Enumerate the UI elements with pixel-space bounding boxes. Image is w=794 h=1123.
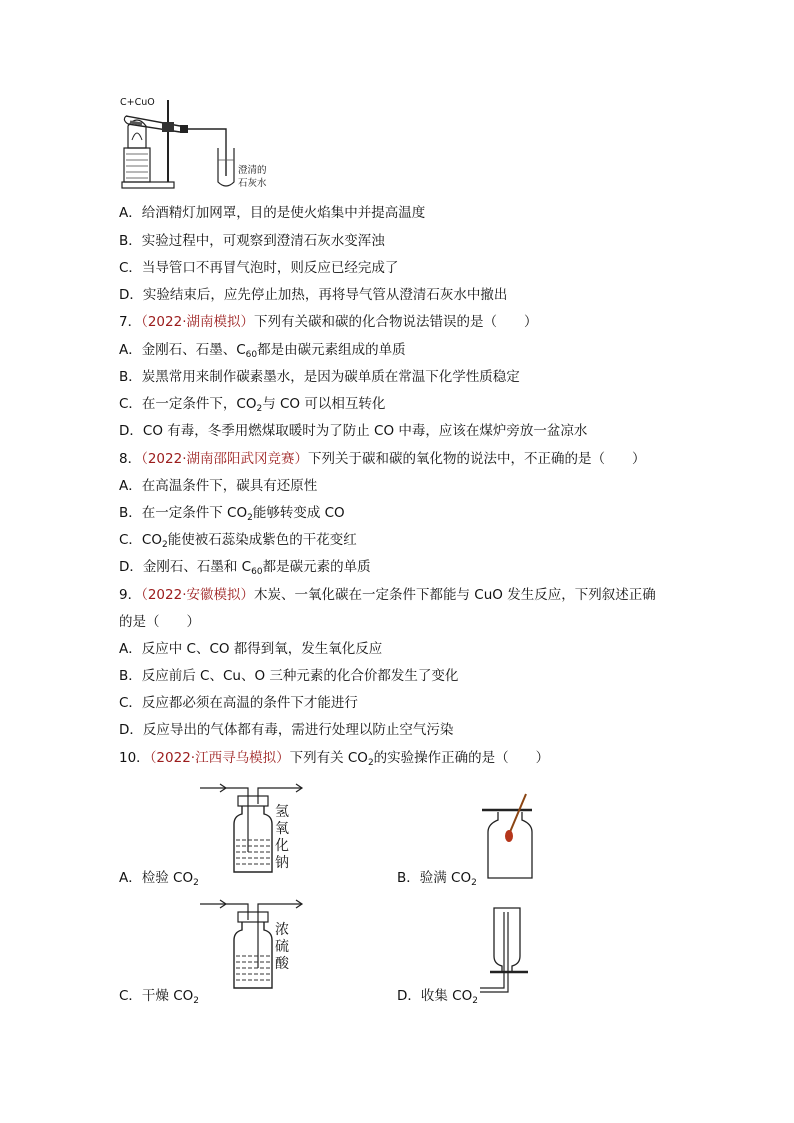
q9-option-c: C．反应都必须在高温的条件下才能进行 [119,695,358,711]
q8-option-d: D．金刚石、石墨和 $C_{60}$都是碳元素的单质 [119,559,371,577]
q8-option-b: B．在一定条件下 $CO_2$能够转变成 CO [119,505,345,523]
q8-option-c: C．$CO_2$能使被石蕊染成紫色的干花变红 [119,532,357,550]
figure-b-bottle-test [480,792,540,882]
figure-a-caption: A．检验 $CO_2$ [119,870,199,888]
tube-label-line1: 澄清的 [238,165,267,176]
top-apparatus-figure [118,96,278,192]
q9-option-d: D．反应导出的气体都有毒，需进行处理以防止空气污染 [119,722,454,738]
figure-a-reagent: 氢 氧 化 钠 [275,804,289,871]
q10-number: 10． [119,750,150,766]
q6-option-c: C．当导管口不再冒气泡时，则反应已经完成了 [119,260,399,276]
figure-d-caption: D．收集 $CO_2$ [397,988,478,1006]
figure-c-caption: C．干燥 $CO_2$ [119,988,200,1006]
q10-stem: 10．（2022·江西寻乌模拟）下列有关 $CO_2$的实验操作正确的是（ ） [119,750,550,768]
q8-stem [119,450,646,468]
q9-stem-text: 木炭、一氧化碳在一定条件下都能与 CuO 发生反应，下列叙述正确 [254,587,656,603]
q10-source: （2022·江西寻乌模拟） [149,750,290,766]
q7-option-c: C．在一定条件下，$CO_2$与 CO 可以相互转化 [119,396,386,414]
figure-d-inverted-bottle [474,904,534,996]
q8-source: （2022·湖南邵阳武冈竞赛） [141,451,308,467]
q6-option-a: A．给酒精灯加网罩，目的是使火焰集中并提高温度 [119,205,426,221]
q9-stem-cont: 的是（ ） [119,614,200,630]
figure-c-reagent: 浓 硫 酸 [275,922,289,972]
q7-number: 7． [119,314,142,330]
q9-stem [119,586,656,604]
q7-option-d: D．CO 有毒，冬季用燃煤取暖时为了防止 CO 中毒，应该在煤炉旁放一盆凉水 [119,423,588,439]
q8-stem-text: 下列关于碳和碳的氧化物的说法中，不正确的是（ ） [308,451,646,467]
q9-option-a: A．反应中 C、CO 都得到氧，发生氧化反应 [119,641,383,657]
q9-source: （2022·安徽模拟） [141,587,254,603]
q8-option-a: A．在高温条件下，碳具有还原性 [119,478,318,494]
q9-number: 9． [119,587,142,603]
figure-c-wash-bottle [196,898,306,994]
q9-option-b: B．反应前后 C、Cu、O 三种元素的化合价都发生了变化 [119,668,459,684]
q8-number: 8． [119,451,142,467]
figure-a-wash-bottle [196,782,306,878]
q7-stem [119,313,538,331]
q7-option-b: B．炭黑常用来制作碳素墨水，是因为碳单质在常温下化学性质稳定 [119,369,520,385]
q7-option-a: A．金刚石、石墨、$C_{60}$都是由碳元素组成的单质 [119,342,406,360]
q7-source: （2022·湖南模拟） [141,314,254,330]
tube-label-line2: 石灰水 [238,178,267,189]
figure-b-caption: B．验满 $CO_2$ [397,870,477,888]
q7-stem-text: 下列有关碳和碳的化合物说法错误的是（ ） [254,314,538,330]
q6-option-d: D．实验结束后，应先停止加热，再将导气管从澄清石灰水中撤出 [119,287,508,303]
q6-option-b: B．实验过程中，可观察到澄清石灰水变浑浊 [119,233,385,249]
reagent-label: C+CuO [120,97,155,108]
